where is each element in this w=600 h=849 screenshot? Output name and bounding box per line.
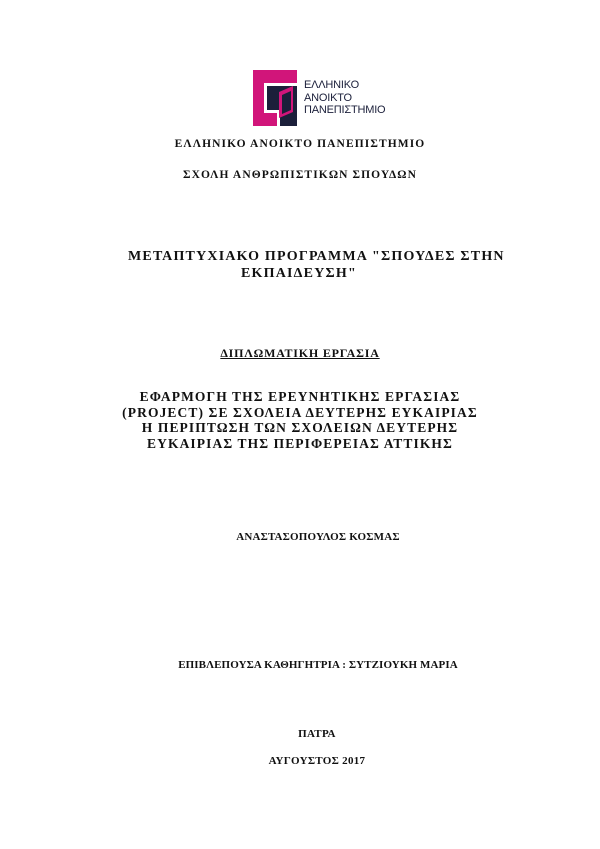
university-logo xyxy=(253,70,393,126)
logo-mark-icon xyxy=(253,70,303,126)
title-line: (PROJECT) ΣΕ ΣΧΟΛΕΙΑ ΔΕΥΤΕΡΗΣ ΕΥΚΑΙΡΙΑΣ xyxy=(122,404,478,420)
author-name: ΑΝΑΣΤΑΣΟΠΟΥΛΟΣ ΚΟΣΜΑΣ xyxy=(236,531,400,543)
thesis-title xyxy=(100,389,500,451)
title-line: Η ΠΕΡΙΠΤΩΣΗ ΤΩΝ ΣΧΟΛΕΙΩΝ ΔΕΥΤΕΡΗΣ xyxy=(141,420,459,435)
city: ΠΑΤΡΑ xyxy=(298,728,336,740)
supervisor-name: ΕΠΙΒΛΕΠΟΥΣΑ ΚΑΘΗΓΗΤΡΙΑ : ΣΥΤΖΙΟΥΚΗ ΜΑΡΙΑ xyxy=(178,659,458,671)
university-name: ΕΛΛΗΝΙΚΟ ΑΝΟΙΚΤΟ ΠΑΝΕΠΙΣΤΗΜΙΟ xyxy=(174,138,426,150)
program-line: ΜΕΤΑΠΤΥΧΙΑΚΟ ΠΡΟΓΡΑΜΜΑ "ΣΠΟΥΔΕΣ ΣΤΗΝ xyxy=(128,249,505,264)
logo-line: ΑΝΟΙΚΤΟ xyxy=(304,91,352,104)
logo-line: ΕΛΛΗΝΙΚΟ xyxy=(304,79,359,91)
school-name: ΣΧΟΛΗ ΑΝΘΡΩΠΙΣΤΙΚΩΝ ΣΠΟΥΔΩΝ xyxy=(182,169,418,181)
logo-wordmark xyxy=(304,79,385,117)
title-line: ΕΥΚΑΙΡΙΑΣ ΤΗΣ ΠΕΡΙΦΕΡΕΙΑΣ ΑΤΤΙΚΗΣ xyxy=(147,435,453,451)
title-line: ΕΦΑΡΜΟΓΗ ΤΗΣ ΕΡΕΥΝΗΤΙΚΗΣ ΕΡΓΑΣΙΑΣ xyxy=(139,389,461,404)
program-name xyxy=(128,248,528,282)
document-type: ΔΙΠΛΩΜΑΤΙΚΗ ΕΡΓΑΣΙΑ xyxy=(220,346,380,360)
date: ΑΥΓΟΥΣΤΟΣ 2017 xyxy=(268,755,366,767)
logo-line: ΠΑΝΕΠΙΣΤΗΜΙΟ xyxy=(304,104,386,116)
program-line: ΕΚΠΑΙΔΕΥΣΗ" xyxy=(241,266,357,281)
